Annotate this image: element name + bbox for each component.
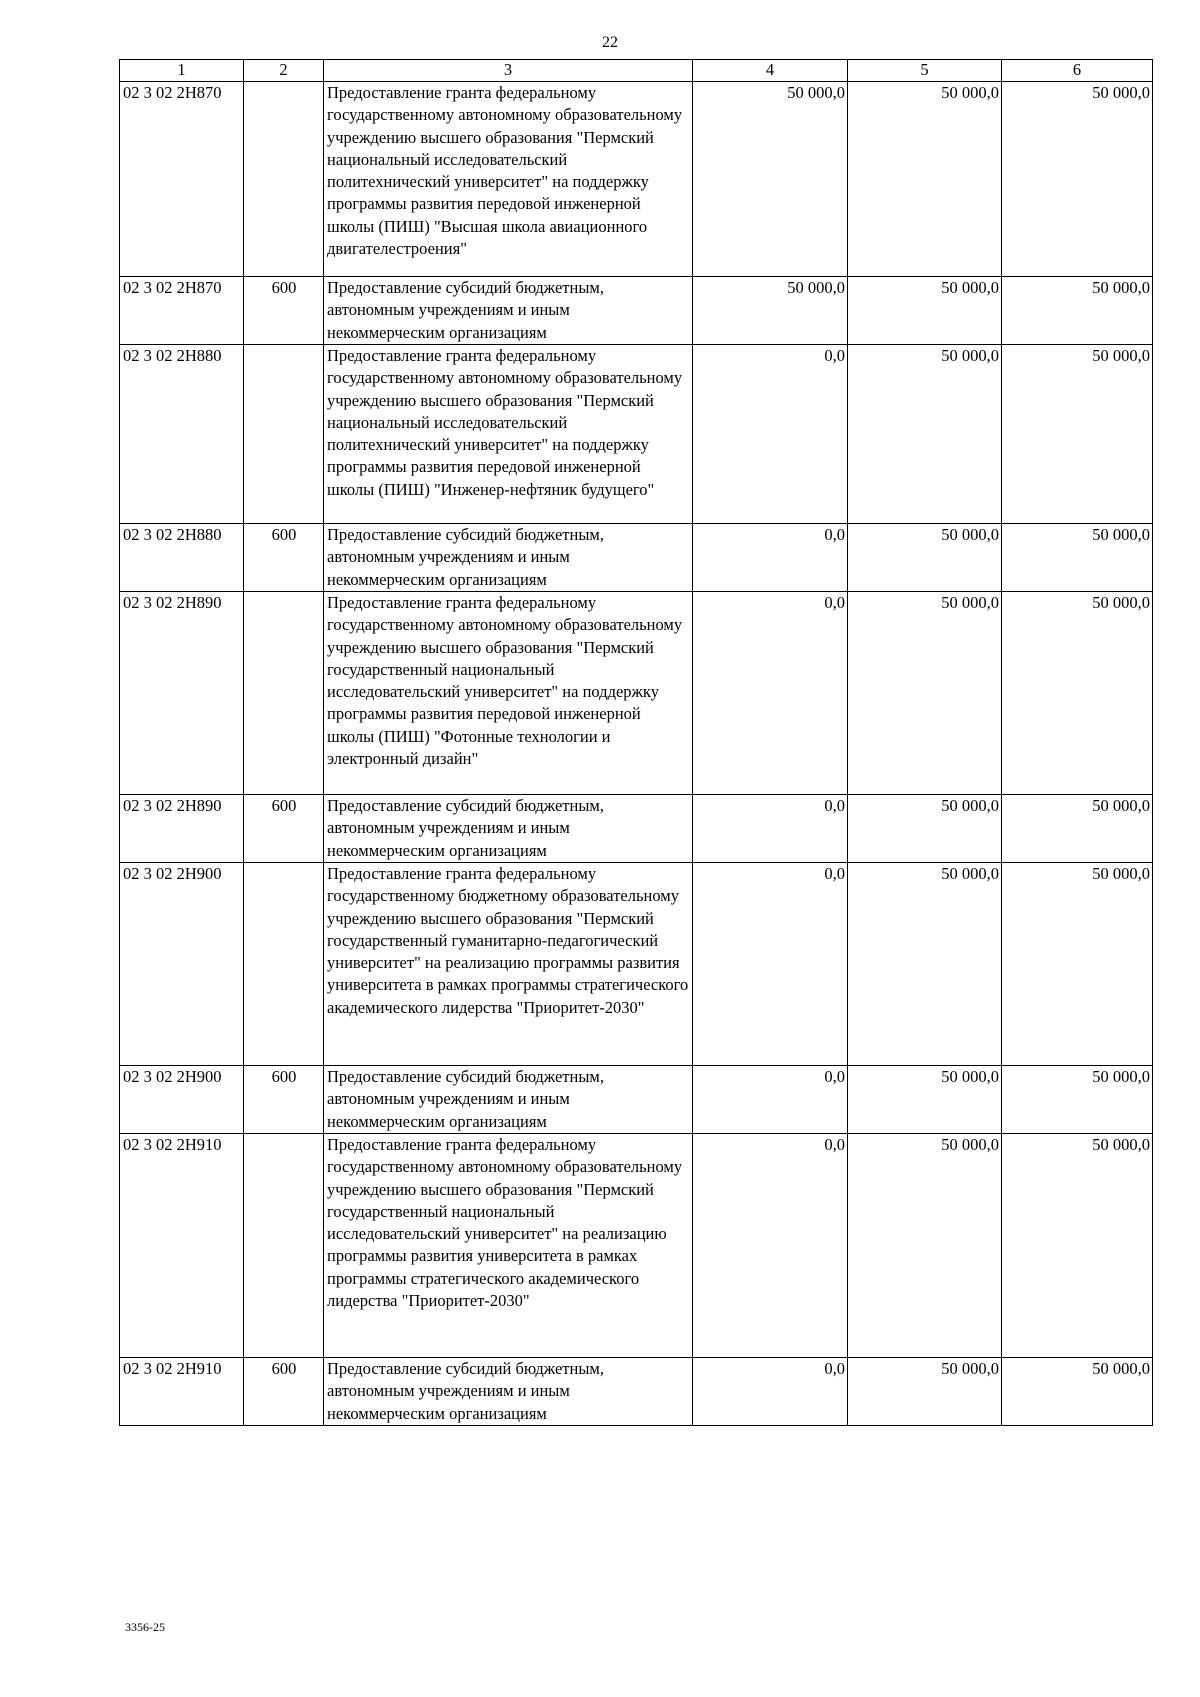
- row-value-6: 50 000,0: [1002, 277, 1153, 345]
- row-expense-type: [244, 592, 324, 795]
- table-row: [120, 1134, 1153, 1358]
- column-header-3: 3: [324, 60, 693, 82]
- row-value-4: 0,0: [693, 795, 848, 863]
- row-value-6: 50 000,0: [1002, 592, 1153, 795]
- row-code: 02 3 02 2Н890: [120, 795, 244, 863]
- table-row: [120, 1358, 1153, 1426]
- row-expense-type: 600: [244, 277, 324, 345]
- row-name: Предоставление субсидий бюджетным, автономным учреждениям и иным некоммерческим организациям: [324, 795, 693, 863]
- row-value-4: 0,0: [693, 1358, 848, 1426]
- row-name: Предоставление гранта федеральному государственному автономному образовательному учреждению высшего образования "Пермский национальный исследовательский политехнический университет" на поддержку программы развития передовой инженерной школы (ПИШ) "Высшая школа авиационного двигателестроения": [324, 82, 693, 277]
- row-value-6: 50 000,0: [1002, 1066, 1153, 1134]
- row-expense-type: [244, 1134, 324, 1358]
- row-value-5: 50 000,0: [848, 863, 1002, 1066]
- row-expense-type: 600: [244, 1066, 324, 1134]
- row-value-4: 0,0: [693, 1066, 848, 1134]
- table-body: [120, 82, 1153, 1426]
- row-code: 02 3 02 2Н870: [120, 82, 244, 277]
- table-row: [120, 277, 1153, 345]
- row-expense-type: 600: [244, 1358, 324, 1426]
- column-header-1: 1: [120, 60, 244, 82]
- row-name: Предоставление гранта федеральному государственному автономному образовательному учреждению высшего образования "Пермский государственный национальный исследовательский университет" на поддержку программы развития передовой инженерной школы (ПИШ) "Фотонные технологии и электронный дизайн": [324, 592, 693, 795]
- row-name: Предоставление субсидий бюджетным, автономным учреждениям и иным некоммерческим организациям: [324, 524, 693, 592]
- column-header-4: 4: [693, 60, 848, 82]
- row-value-4: 50 000,0: [693, 277, 848, 345]
- row-value-4: 0,0: [693, 1134, 848, 1358]
- column-header-5: 5: [848, 60, 1002, 82]
- row-value-6: 50 000,0: [1002, 524, 1153, 592]
- table-row: [120, 592, 1153, 795]
- header-row: [120, 60, 1153, 82]
- column-header-2: 2: [244, 60, 324, 82]
- table-row: [120, 82, 1153, 277]
- row-value-4: 0,0: [693, 863, 848, 1066]
- row-value-5: 50 000,0: [848, 1134, 1002, 1358]
- row-name: Предоставление субсидий бюджетным, автономным учреждениям и иным некоммерческим организациям: [324, 1358, 693, 1426]
- row-code: 02 3 02 2Н910: [120, 1134, 244, 1358]
- row-code: 02 3 02 2Н890: [120, 592, 244, 795]
- row-code: 02 3 02 2Н880: [120, 524, 244, 592]
- row-value-5: 50 000,0: [848, 592, 1002, 795]
- budget-table: [119, 59, 1153, 1426]
- page-number: 22: [602, 34, 618, 51]
- table-header: [120, 60, 1153, 82]
- row-code: 02 3 02 2Н900: [120, 863, 244, 1066]
- row-value-4: 50 000,0: [693, 82, 848, 277]
- table-row: [120, 345, 1153, 524]
- row-expense-type: [244, 82, 324, 277]
- document-code: 3356-25: [125, 1620, 165, 1634]
- row-value-6: 50 000,0: [1002, 1134, 1153, 1358]
- row-value-6: 50 000,0: [1002, 82, 1153, 277]
- row-name: Предоставление гранта федеральному государственному автономному образовательному учреждению высшего образования "Пермский национальный исследовательский политехнический университет" на поддержку программы развития передовой инженерной школы (ПИШ) "Инженер-нефтяник будущего": [324, 345, 693, 524]
- row-value-4: 0,0: [693, 592, 848, 795]
- row-code: 02 3 02 2Н910: [120, 1358, 244, 1426]
- row-name: Предоставление гранта федеральному государственному автономному образовательному учреждению высшего образования "Пермский государственный национальный исследовательский университет" на реализацию программы развития университета в рамках программы стратегического академического лидерства "Приоритет-2030": [324, 1134, 693, 1358]
- row-value-5: 50 000,0: [848, 345, 1002, 524]
- row-value-4: 0,0: [693, 345, 848, 524]
- row-value-5: 50 000,0: [848, 795, 1002, 863]
- row-value-6: 50 000,0: [1002, 795, 1153, 863]
- table-row: [120, 524, 1153, 592]
- table-row: [120, 863, 1153, 1066]
- row-value-6: 50 000,0: [1002, 863, 1153, 1066]
- table-row: [120, 795, 1153, 863]
- table-row: [120, 1066, 1153, 1134]
- row-code: 02 3 02 2Н880: [120, 345, 244, 524]
- row-code: 02 3 02 2Н870: [120, 277, 244, 345]
- row-value-5: 50 000,0: [848, 1358, 1002, 1426]
- row-expense-type: [244, 863, 324, 1066]
- row-code: 02 3 02 2Н900: [120, 1066, 244, 1134]
- row-name: Предоставление субсидий бюджетным, автономным учреждениям и иным некоммерческим организациям: [324, 1066, 693, 1134]
- row-value-4: 0,0: [693, 524, 848, 592]
- row-value-6: 50 000,0: [1002, 345, 1153, 524]
- row-expense-type: [244, 345, 324, 524]
- row-expense-type: 600: [244, 795, 324, 863]
- row-name: Предоставление гранта федеральному государственному бюджетному образовательному учреждению высшего образования "Пермский государственный гуманитарно-педагогический университет" на реализацию программы развития университета в рамках программы стратегического академического лидерства "Приоритет-2030": [324, 863, 693, 1066]
- row-value-5: 50 000,0: [848, 1066, 1002, 1134]
- row-value-6: 50 000,0: [1002, 1358, 1153, 1426]
- row-name: Предоставление субсидий бюджетным, автономным учреждениям и иным некоммерческим организациям: [324, 277, 693, 345]
- row-value-5: 50 000,0: [848, 82, 1002, 277]
- column-header-6: 6: [1002, 60, 1153, 82]
- row-value-5: 50 000,0: [848, 277, 1002, 345]
- row-expense-type: 600: [244, 524, 324, 592]
- row-value-5: 50 000,0: [848, 524, 1002, 592]
